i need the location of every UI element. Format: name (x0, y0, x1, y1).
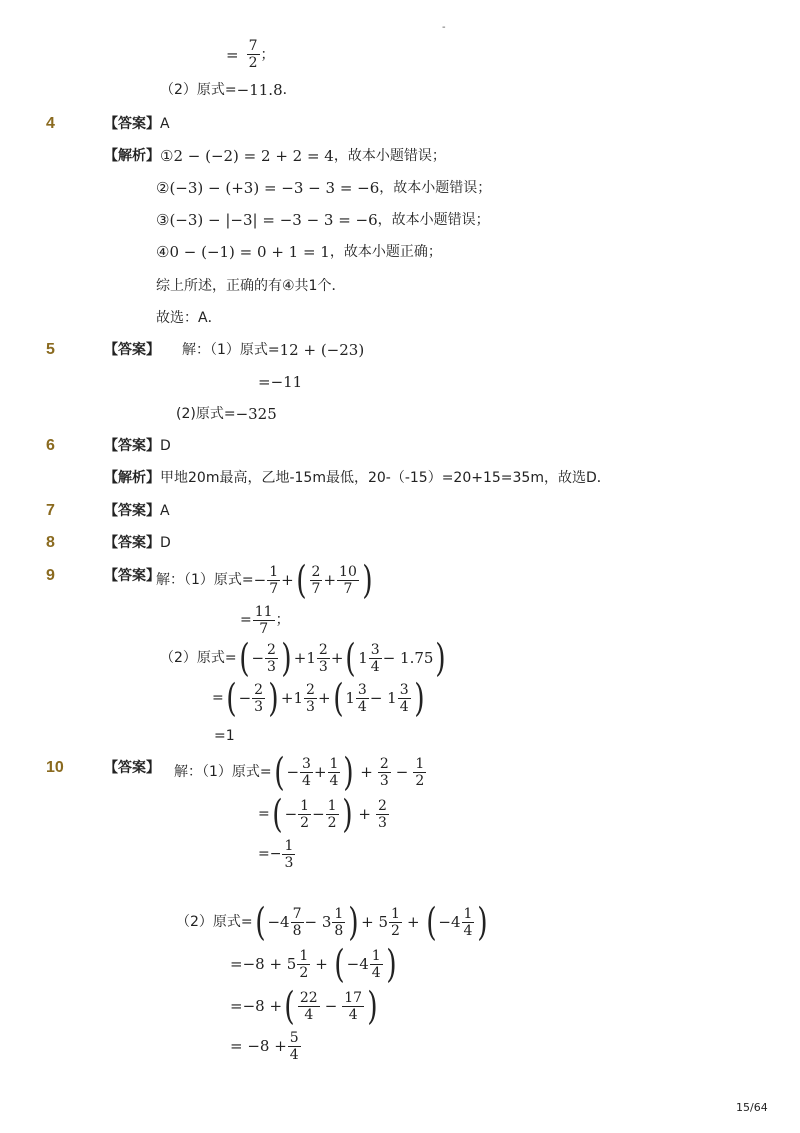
fraction (253, 604, 275, 637)
fraction (389, 906, 402, 939)
numerator: 3 (370, 641, 380, 658)
q5-line-1 (104, 340, 364, 360)
denominator: 2 (248, 55, 258, 71)
q10-p1-line-2 (258, 792, 390, 836)
analysis-text: 甲地20m最高，乙地-15m最低，20-（-15）=20+15=35m，故选D． (160, 470, 611, 486)
q6-answer-line (104, 436, 171, 456)
denominator: 2 (300, 814, 310, 831)
numerator: 1 (329, 755, 339, 772)
question-number-5: 5 (46, 341, 55, 358)
fraction (265, 642, 278, 675)
fraction (342, 990, 364, 1023)
fraction (378, 756, 391, 789)
semicolon: ； (260, 46, 275, 63)
numerator: 22 (299, 989, 318, 1006)
denominator: 3 (306, 698, 315, 715)
numerator: 1 (327, 797, 337, 814)
q10-p2-line-1 (176, 900, 490, 944)
denominator: 2 (299, 964, 309, 981)
left-paren: ( (295, 558, 307, 602)
minus-sign: − (395, 763, 409, 781)
q10-p2-line-3 (230, 984, 380, 1028)
equals-sign: = (240, 612, 252, 628)
left-paren: ( (345, 636, 357, 680)
numerator: 2 (254, 681, 264, 698)
plus-sign: + (358, 805, 371, 823)
fraction (370, 948, 383, 981)
right-paren: ) (343, 750, 355, 794)
q4-choice: 故选：A． (156, 310, 222, 326)
fraction (462, 906, 475, 939)
expression-head: = −8 + (230, 1037, 287, 1055)
part2-label: (2)原式= (176, 406, 236, 422)
answer-tag: 【答案】 (104, 342, 160, 358)
numerator: 2 (267, 641, 276, 658)
mixed-number-whole: +1 (293, 649, 316, 667)
q9-line-3 (160, 636, 448, 680)
q10-answer-tag-line (104, 758, 160, 778)
q4-analysis-line-1 (104, 146, 446, 166)
q3-result-line (226, 38, 275, 71)
minus-sign: − (324, 997, 338, 1015)
fraction (300, 756, 313, 789)
analysis-text: ，故本小题正确； (329, 244, 442, 260)
expression: 12 + (−23) (279, 341, 365, 359)
right-paren: ) (348, 900, 359, 944)
answer-value: A (160, 503, 170, 519)
q9-line-5: =1 (214, 728, 235, 744)
answer-tag: 【答案】 (104, 568, 160, 584)
numerator: 1 (391, 905, 400, 922)
mixed-number-whole: − 3 (304, 913, 332, 931)
fraction (304, 682, 317, 715)
q10-p1-line-3 (258, 834, 296, 874)
minus-sign: − (238, 689, 252, 707)
plus-sign: + (406, 913, 420, 931)
part2-value: −11.8 (236, 81, 283, 99)
right-paren: ) (385, 942, 397, 986)
question-number-8: 8 (46, 534, 55, 551)
left-paren: ( (425, 900, 437, 944)
denominator: 2 (327, 814, 337, 831)
numerator: 2 (379, 755, 389, 772)
minus-sign: − (286, 763, 300, 781)
expression-head: =−8 + (230, 997, 283, 1015)
left-paren: ( (254, 900, 266, 944)
denominator: 4 (371, 964, 381, 981)
q8-answer-line (104, 533, 171, 553)
expression-tail: − 1 (369, 689, 397, 707)
numerator: 2 (306, 681, 315, 698)
fraction (310, 564, 323, 597)
denominator: 3 (284, 854, 294, 871)
q6-analysis-line (104, 468, 611, 488)
answer-tag: 【答案】 (104, 503, 160, 519)
q9-answer-tag-line (104, 566, 160, 586)
mixed-number-whole: −4 (438, 913, 461, 931)
answer-value: D (160, 535, 171, 551)
denominator: 3 (377, 814, 387, 831)
fraction (247, 38, 260, 71)
analysis-text: ，故本小题错误； (377, 212, 490, 228)
denominator: 8 (292, 922, 302, 939)
mixed-number-whole: +1 (280, 689, 304, 707)
denominator: 8 (334, 922, 344, 939)
answer-tag: 【答案】 (104, 116, 160, 132)
minus-sign: − (284, 805, 298, 823)
numerator: 2 (311, 563, 321, 580)
q9-line-1 (156, 558, 375, 602)
numerator: 1 (415, 755, 425, 772)
numerator: 11 (254, 603, 273, 620)
plus-sign: + (315, 955, 328, 973)
fraction (317, 642, 330, 675)
right-paren: ) (367, 984, 378, 1028)
plus-sign: + (281, 571, 294, 589)
q5-line-2: =−11 (258, 373, 303, 391)
denominator: 4 (302, 772, 311, 789)
analysis-tag: 【解析】 (104, 470, 160, 486)
answer-value: D (160, 438, 171, 454)
plus-sign: + (317, 689, 331, 707)
solution-label: 解：（1）原式= (156, 572, 254, 588)
mixed-number-whole: −4 (267, 913, 290, 931)
answer-tag: 【答案】 (104, 535, 160, 551)
q4-analysis-line-2 (156, 178, 491, 198)
left-paren: ( (271, 792, 283, 836)
denominator: 3 (318, 658, 328, 675)
analysis-text: ，故本小题错误； (379, 180, 492, 196)
right-paren: ) (362, 558, 373, 602)
denominator: 3 (379, 772, 389, 789)
q9-line-4 (212, 676, 426, 720)
part2-label: （2）原式= (176, 914, 253, 930)
denominator: 7 (259, 620, 269, 637)
equals-sign: = (258, 806, 270, 822)
numerator: 2 (318, 641, 328, 658)
analysis-math: ④0 − (−1) = 0 + 1 = 1 (156, 243, 330, 261)
denominator: 4 (463, 922, 473, 939)
left-paren: ( (284, 984, 295, 1028)
denominator: 4 (399, 698, 409, 715)
fraction (337, 564, 359, 597)
fraction (298, 990, 320, 1023)
answer-value: A (160, 116, 170, 132)
numerator: 1 (463, 905, 473, 922)
fraction (356, 682, 369, 715)
left-paren: ( (332, 676, 344, 720)
part2-label: （2）原式= (160, 82, 237, 98)
q4-summary: 综上所述，正确的有④共1个． (156, 278, 346, 294)
numerator: 7 (292, 905, 302, 922)
top-mark: - (442, 22, 446, 33)
denominator: 2 (415, 772, 425, 789)
denominator: 3 (254, 698, 264, 715)
left-paren: ( (238, 636, 250, 680)
denominator: 7 (269, 580, 279, 597)
left-paren: ( (273, 750, 285, 794)
numerator: 10 (339, 563, 357, 580)
q9-line-2 (240, 602, 290, 638)
right-paren: ) (477, 900, 489, 944)
expression-head: =−8 + 5 (230, 955, 297, 973)
question-number-6: 6 (46, 437, 55, 454)
q10-p2-line-4 (230, 1026, 302, 1066)
fraction (288, 1030, 301, 1063)
solution-label: 解：（1）原式= (182, 342, 280, 358)
mixed-number-whole: + 5 (361, 913, 389, 931)
right-paren: ) (281, 636, 292, 680)
plus-sign: + (323, 571, 337, 589)
plus-sign: + (330, 649, 344, 667)
analysis-math: ①2 − (−2) = 2 + 2 = 4 (160, 147, 334, 165)
q4-answer-line (104, 114, 170, 134)
part2-label: （2）原式= (160, 650, 237, 666)
numerator: 5 (289, 1029, 299, 1046)
mixed-number-whole: 1 (345, 689, 355, 707)
question-number-9: 9 (46, 567, 55, 584)
question-number-7: 7 (46, 502, 55, 519)
minus-sign: − (312, 805, 325, 823)
numerator: 7 (248, 38, 258, 54)
equals-sign: =− (258, 846, 282, 862)
numerator: 1 (371, 947, 381, 964)
expression-tail: − 1.75 (382, 649, 434, 667)
answer-tag: 【答案】 (104, 438, 160, 454)
denominator: 4 (348, 1006, 358, 1023)
right-paren: ) (341, 792, 353, 836)
plus-sign: + (360, 763, 373, 781)
question-number-4: 4 (46, 115, 55, 132)
fraction (328, 756, 341, 789)
numerator: 1 (299, 947, 309, 964)
numerator: 2 (377, 797, 387, 814)
denominator: 4 (370, 658, 380, 675)
fraction (398, 682, 411, 715)
denominator: 4 (304, 1006, 314, 1023)
numerator: 3 (399, 681, 409, 698)
fraction (332, 906, 345, 939)
page-number: 15/64 (736, 1101, 768, 1114)
fraction (298, 798, 311, 831)
plus-sign: + (313, 763, 327, 781)
q3-part2-line (160, 80, 297, 100)
right-paren: ) (268, 676, 279, 720)
numerator: 1 (284, 837, 294, 854)
analysis-math: ②(−3) − (+3) = −3 − 3 = −6 (156, 179, 380, 197)
part2-value: −325 (235, 405, 277, 423)
right-paren: ) (413, 676, 425, 720)
q10-p1-line-1 (174, 750, 427, 794)
question-number-10: 10 (46, 759, 64, 776)
numerator: 17 (344, 989, 363, 1006)
q7-answer-line (104, 501, 170, 521)
answer-tag: 【答案】 (104, 760, 160, 776)
fraction (376, 798, 389, 831)
solution-label: 解：（1）原式= (174, 764, 272, 780)
mixed-number-whole: 1 (358, 649, 368, 667)
fraction (282, 838, 295, 871)
numerator: 3 (302, 755, 311, 772)
q5-line-3 (176, 404, 277, 424)
q4-analysis-line-3 (156, 210, 490, 230)
right-paren: ) (435, 636, 447, 680)
denominator: 3 (267, 658, 276, 675)
minus-sign: − (251, 649, 265, 667)
left-paren: ( (225, 676, 237, 720)
analysis-math: ③(−3) − |−3| = −3 − 3 = −6 (156, 211, 378, 229)
numerator: 1 (300, 797, 310, 814)
fraction (326, 798, 339, 831)
fraction (369, 642, 382, 675)
denominator: 2 (391, 922, 400, 939)
semicolon: ； (275, 612, 290, 628)
fraction (267, 564, 280, 597)
minus-sign: − (253, 571, 267, 589)
analysis-tag: 【解析】 (104, 148, 160, 164)
denominator: 4 (329, 772, 339, 789)
fraction (413, 756, 426, 789)
numerator: 1 (334, 905, 344, 922)
left-paren: ( (334, 942, 345, 986)
denominator: 4 (289, 1046, 299, 1063)
fraction (291, 906, 304, 939)
denominator: 7 (343, 580, 353, 597)
q10-p2-line-2 (230, 942, 399, 986)
analysis-text: ，故本小题错误； (333, 148, 446, 164)
denominator: 4 (357, 698, 367, 715)
fraction (252, 682, 265, 715)
mixed-number-whole: −4 (346, 955, 369, 973)
numerator: 1 (269, 563, 279, 580)
q4-analysis-line-4 (156, 242, 442, 262)
denominator: 7 (311, 580, 321, 597)
equals-sign: = (212, 690, 224, 706)
fraction (297, 948, 310, 981)
equals-sign: = (226, 45, 239, 64)
period: ． (282, 82, 297, 98)
numerator: 3 (357, 681, 367, 698)
